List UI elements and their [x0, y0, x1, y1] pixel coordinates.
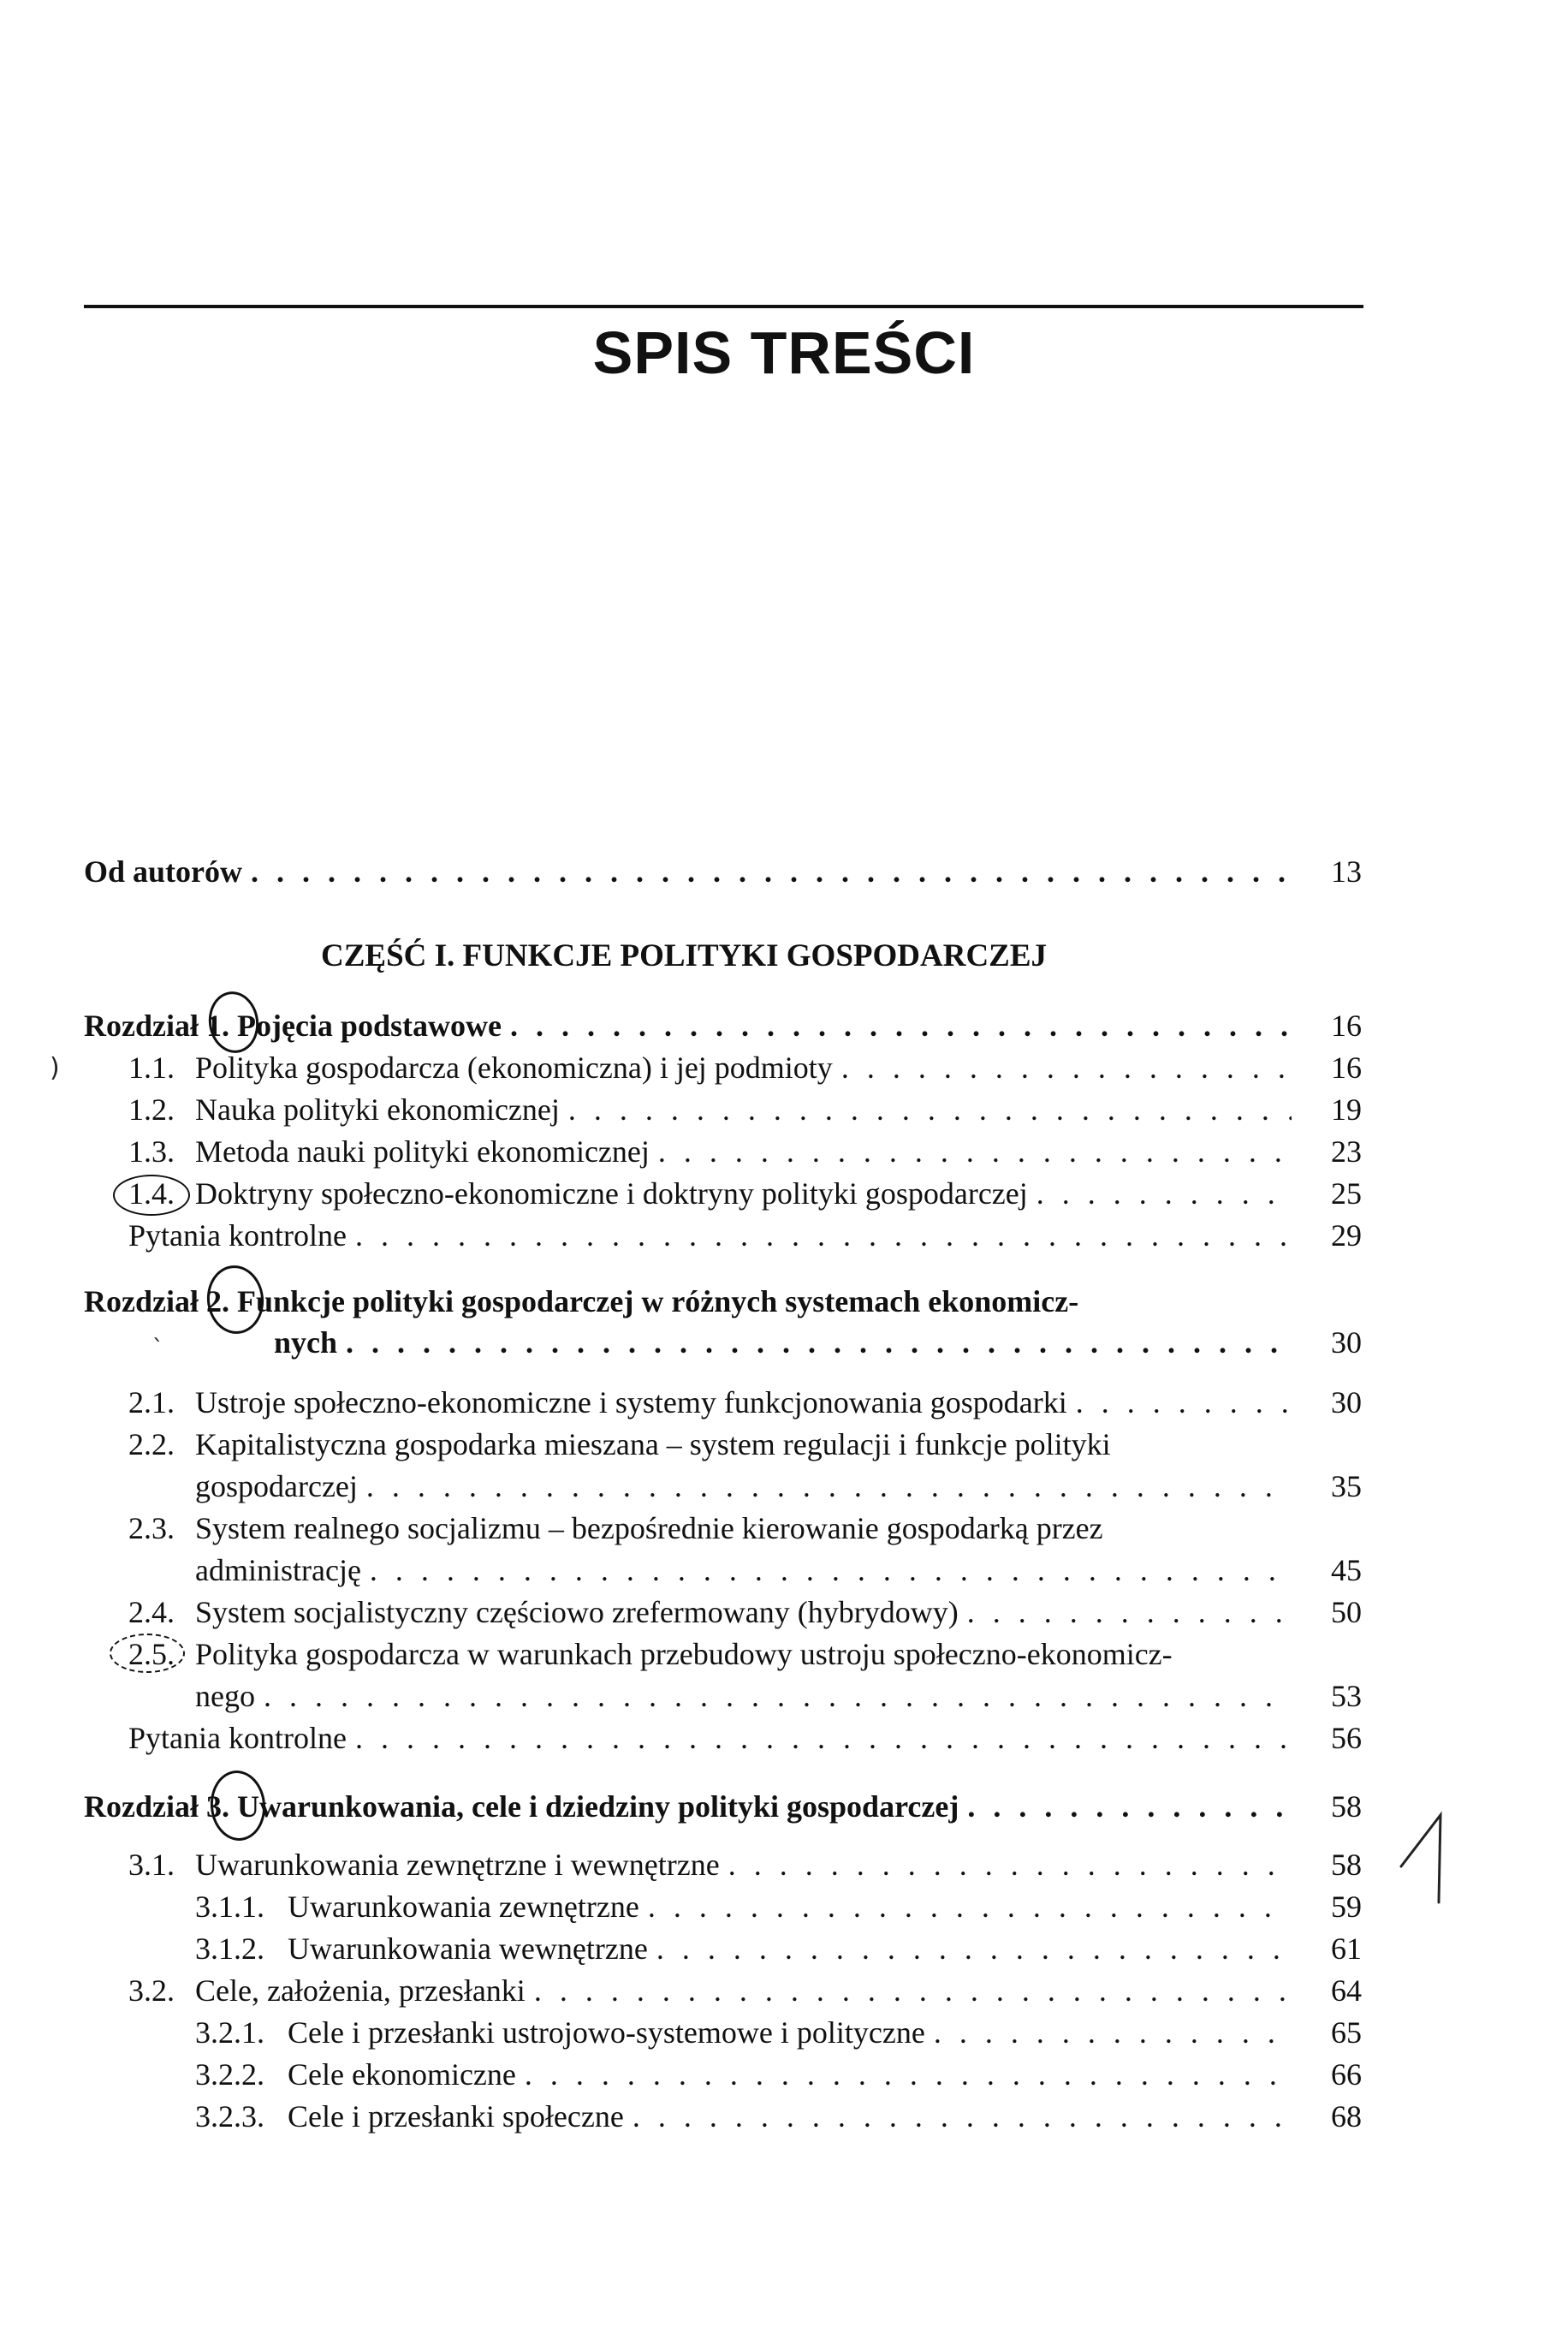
toc-entry [195, 1175, 1362, 1212]
page-number: 58 [1331, 1789, 1362, 1824]
section-number: 2.5. [128, 1637, 175, 1671]
page-number: 30 [1331, 1325, 1362, 1360]
part-heading: CZĘŚĆ I. FUNKCJE POLITYKI GOSPODARCZEJ [321, 938, 1048, 973]
pencil-tick-icon: ) [50, 1053, 60, 1083]
toc-entry-questions [128, 1217, 1362, 1254]
section-title-continuation: gospodarczej [195, 1469, 358, 1503]
leader-dots [510, 1007, 1292, 1044]
section-title: Metoda nauki polityki ekonomicznej [195, 1134, 650, 1169]
leader-dots [656, 1930, 1292, 1967]
section-title: Kapitalistyczna gospodarka mieszana – system regulacji i funkcje polityki [195, 1427, 1111, 1461]
page-number: 30 [1331, 1385, 1362, 1419]
toc-chapter-2-line1 [84, 1283, 1268, 1320]
page-number: 68 [1331, 2099, 1362, 2134]
page-number: 64 [1331, 1973, 1362, 2008]
page-number: 25 [1331, 1176, 1362, 1211]
section-title: Uwarunkowania zewnętrzne i wewnętrzne [195, 1848, 720, 1882]
page-number: 13 [1331, 854, 1362, 889]
leader-dots [728, 1846, 1292, 1884]
toc-entry [288, 2098, 1362, 2135]
toc-chapter-2 [274, 1324, 1362, 1361]
section-number: 2.4. [128, 1595, 175, 1629]
toc-entry [288, 1888, 1362, 1925]
section-title: Nauka polityki ekonomicznej [195, 1092, 560, 1127]
toc-entry [195, 1133, 1362, 1170]
page-number: 45 [1331, 1553, 1362, 1587]
toc-entry-questions [128, 1719, 1362, 1757]
toc-entry [195, 1677, 1362, 1715]
section-number: 1.1. [128, 1050, 175, 1085]
chapter-title: Rozdział 2. Funkcje polityki gospodarczej w różnych systemach ekonomicz- [84, 1284, 1079, 1318]
leader-dots [967, 1788, 1292, 1825]
page-number: 23 [1331, 1134, 1362, 1169]
toc-entry-label: Od autorów [84, 854, 243, 889]
section-number: 3.2.3. [195, 2099, 264, 2134]
section-title: Polityka gospodarcza (ekonomiczna) i jej podmioty [195, 1050, 833, 1085]
section-title: Cele i przesłanki ustrojowo-systemowe i polityczne [288, 2015, 925, 2050]
page-title: SPIS TREŚCI [592, 319, 976, 386]
page-number: 58 [1331, 1848, 1362, 1882]
section-number: 1.2. [128, 1092, 175, 1127]
section-number: 3.1.2. [195, 1931, 264, 1966]
leader-dots [658, 1133, 1292, 1170]
section-title: Pytania kontrolne [128, 1721, 347, 1755]
section-title: Cele i przesłanki społeczne [288, 2099, 624, 2134]
section-title: Polityka gospodarcza w warunkach przebudowy ustroju społeczno-ekonomicz- [195, 1637, 1173, 1671]
toc-entry [195, 1593, 1362, 1631]
leader-dots [370, 1551, 1292, 1589]
section-title: System realnego socjalizmu – bezpośrednie kierowanie gospodarką przez [195, 1511, 1103, 1545]
leader-dots [525, 2056, 1292, 2093]
leader-dots [568, 1091, 1292, 1128]
section-title: Doktryny społeczno-ekonomiczne i doktryny polityki gospodarczej [195, 1176, 1028, 1211]
toc-entry [288, 1930, 1362, 1967]
toc-chapter-1 [84, 1007, 1362, 1044]
page-number: 59 [1331, 1890, 1362, 1924]
toc-entry-intro [84, 853, 1362, 890]
section-title: Pytania kontrolne [128, 1218, 347, 1253]
section-number: 3.2.2. [195, 2057, 264, 2092]
chapter-title: Rozdział 1. Pojęcia podstawowe [84, 1009, 502, 1043]
section-number: 1.3. [128, 1134, 175, 1169]
toc-entry [195, 1091, 1362, 1128]
chapter-title-continuation: nych [274, 1325, 338, 1360]
page-number: 50 [1331, 1595, 1362, 1629]
leader-dots [648, 1888, 1292, 1925]
page-number: 19 [1331, 1092, 1362, 1127]
toc-entry [288, 2056, 1362, 2093]
page-number: 61 [1331, 1931, 1362, 1966]
leader-dots [346, 1324, 1292, 1361]
section-title-continuation: administrację [195, 1553, 361, 1587]
leader-dots [534, 1972, 1292, 2009]
chapter-title: Rozdział 3. Uwarunkowania, cele i dziedziny polityki gospodarczej [84, 1789, 959, 1824]
toc-entry [195, 1384, 1362, 1421]
toc-entry [195, 1551, 1362, 1589]
toc-entry [195, 1846, 1362, 1884]
leader-dots [633, 2098, 1292, 2135]
pencil-tick-icon: ` [152, 1336, 163, 1361]
section-title: Ustroje społeczno-ekonomiczne i systemy funkcjonowania gospodarki [195, 1385, 1067, 1419]
page-number: 29 [1331, 1218, 1362, 1253]
section-number: 2.3. [128, 1511, 175, 1545]
leader-dots [1036, 1175, 1292, 1212]
leader-dots [366, 1467, 1292, 1505]
section-title: Uwarunkowania wewnętrzne [288, 1931, 648, 1966]
page-number: 65 [1331, 2015, 1362, 2050]
page-number: 56 [1331, 1721, 1362, 1755]
leader-dots [355, 1217, 1292, 1254]
toc-entry [195, 1972, 1362, 2009]
section-title: Uwarunkowania zewnętrzne [288, 1890, 639, 1924]
page-number: 66 [1331, 2057, 1362, 2092]
section-number: 3.2. [128, 1973, 175, 2008]
page-number: 35 [1331, 1469, 1362, 1503]
leader-dots [841, 1049, 1292, 1086]
leader-dots [1076, 1384, 1292, 1421]
section-number: 2.2. [128, 1427, 175, 1461]
section-title-continuation: nego [195, 1679, 255, 1713]
leader-dots [934, 2014, 1292, 2051]
leader-dots [967, 1593, 1292, 1631]
section-number: 2.1. [128, 1385, 175, 1419]
section-title: Cele, założenia, przesłanki [195, 1973, 526, 2008]
handwritten-margin-note [1391, 1806, 1468, 1909]
section-number: 1.4. [128, 1176, 175, 1211]
section-title: System socjalistyczny częściowo zrefermowany (hybrydowy) [195, 1595, 959, 1629]
toc-entry [195, 1467, 1362, 1505]
page-number: 16 [1331, 1050, 1362, 1085]
toc-chapter-3 [84, 1788, 1362, 1825]
page-number: 53 [1331, 1679, 1362, 1713]
section-number: 3.1.1. [195, 1890, 264, 1924]
section-number: 3.2.1. [195, 2015, 264, 2050]
section-number: 3.1. [128, 1848, 175, 1882]
leader-dots [264, 1677, 1292, 1715]
page-number: 16 [1331, 1009, 1362, 1043]
leader-dots [355, 1719, 1292, 1757]
leader-dots [251, 853, 1292, 890]
section-title: Cele ekonomiczne [288, 2057, 516, 2092]
toc-entry [288, 2014, 1362, 2051]
toc-entry [195, 1049, 1362, 1086]
